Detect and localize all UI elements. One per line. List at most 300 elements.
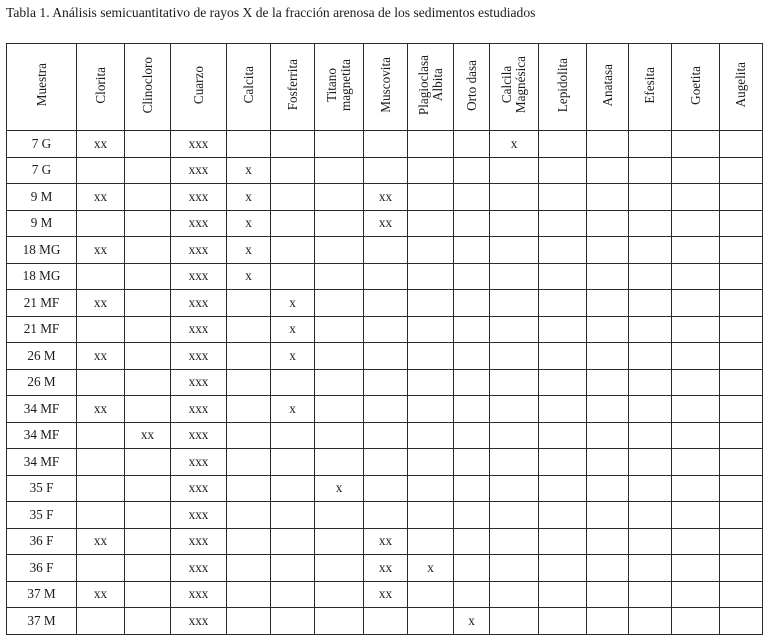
table-row bbox=[7, 581, 763, 608]
table-row bbox=[7, 422, 763, 449]
cell-augelita bbox=[720, 369, 763, 396]
cell-clinocloro bbox=[125, 608, 171, 635]
cell-augelita bbox=[720, 131, 763, 158]
sample-cell: 36 F bbox=[7, 555, 77, 582]
cell-efesita bbox=[629, 210, 672, 237]
cell-muscovita bbox=[364, 422, 408, 449]
cell-ortodasa bbox=[454, 263, 490, 290]
sample-cell: 37 M bbox=[7, 581, 77, 608]
cell-goetita bbox=[672, 316, 720, 343]
sample-cell: 7 G bbox=[7, 131, 77, 158]
column-header-muestra bbox=[7, 44, 77, 131]
cell-titanomagnetita bbox=[315, 290, 364, 317]
cell-cuarzo: xxx bbox=[171, 157, 227, 184]
cell-efesita bbox=[629, 131, 672, 158]
cell-muscovita bbox=[364, 502, 408, 529]
cell-augelita bbox=[720, 528, 763, 555]
cell-clinocloro bbox=[125, 343, 171, 370]
cell-efesita bbox=[629, 502, 672, 529]
cell-fosferrita bbox=[271, 263, 315, 290]
cell-calcita_magnesica bbox=[490, 422, 539, 449]
cell-calcita bbox=[227, 369, 271, 396]
cell-clinocloro bbox=[125, 184, 171, 211]
cell-ortodasa bbox=[454, 369, 490, 396]
cell-plagioclasa_albita bbox=[408, 316, 454, 343]
cell-anatasa bbox=[587, 237, 629, 264]
cell-clinocloro bbox=[125, 237, 171, 264]
sample-cell: 37 M bbox=[7, 608, 77, 635]
cell-goetita bbox=[672, 290, 720, 317]
cell-calcita bbox=[227, 502, 271, 529]
table-row bbox=[7, 608, 763, 635]
table-row bbox=[7, 290, 763, 317]
cell-calcita_magnesica bbox=[490, 369, 539, 396]
table-body bbox=[7, 131, 763, 635]
cell-plagioclasa_albita bbox=[408, 502, 454, 529]
column-header-lepidolita bbox=[539, 44, 587, 131]
cell-calcita bbox=[227, 555, 271, 582]
cell-lepidolita bbox=[539, 263, 587, 290]
header-row bbox=[7, 44, 763, 131]
cell-titanomagnetita bbox=[315, 316, 364, 343]
cell-muscovita bbox=[364, 157, 408, 184]
cell-goetita bbox=[672, 555, 720, 582]
sample-cell: 18 MG bbox=[7, 237, 77, 264]
cell-clorita bbox=[77, 422, 125, 449]
cell-goetita bbox=[672, 369, 720, 396]
cell-clorita: xx bbox=[77, 396, 125, 423]
cell-muscovita bbox=[364, 396, 408, 423]
cell-plagioclasa_albita bbox=[408, 131, 454, 158]
cell-lepidolita bbox=[539, 422, 587, 449]
cell-anatasa bbox=[587, 608, 629, 635]
cell-augelita bbox=[720, 581, 763, 608]
sample-cell: 18 MG bbox=[7, 263, 77, 290]
cell-fosferrita: x bbox=[271, 343, 315, 370]
column-header-fosferrita bbox=[271, 44, 315, 131]
cell-augelita bbox=[720, 449, 763, 476]
cell-cuarzo: xxx bbox=[171, 316, 227, 343]
cell-muscovita: xx bbox=[364, 184, 408, 211]
cell-goetita bbox=[672, 157, 720, 184]
cell-ortodasa bbox=[454, 316, 490, 343]
table-row bbox=[7, 343, 763, 370]
cell-anatasa bbox=[587, 396, 629, 423]
table-row bbox=[7, 502, 763, 529]
cell-fosferrita bbox=[271, 210, 315, 237]
cell-anatasa bbox=[587, 502, 629, 529]
cell-clorita bbox=[77, 210, 125, 237]
cell-efesita bbox=[629, 581, 672, 608]
cell-efesita bbox=[629, 184, 672, 211]
cell-cuarzo: xxx bbox=[171, 528, 227, 555]
column-header-titanomagnetita bbox=[315, 44, 364, 131]
cell-calcita bbox=[227, 422, 271, 449]
table-row bbox=[7, 449, 763, 476]
cell-clinocloro bbox=[125, 502, 171, 529]
cell-efesita bbox=[629, 475, 672, 502]
cell-ortodasa bbox=[454, 528, 490, 555]
cell-titanomagnetita bbox=[315, 131, 364, 158]
column-header-label: Calcila Magnésica bbox=[499, 56, 528, 114]
cell-augelita bbox=[720, 555, 763, 582]
cell-titanomagnetita bbox=[315, 369, 364, 396]
cell-clinocloro bbox=[125, 475, 171, 502]
cell-clinocloro bbox=[125, 449, 171, 476]
cell-goetita bbox=[672, 608, 720, 635]
cell-ortodasa bbox=[454, 449, 490, 476]
cell-titanomagnetita bbox=[315, 422, 364, 449]
cell-anatasa bbox=[587, 422, 629, 449]
cell-goetita bbox=[672, 210, 720, 237]
column-header-label: Efesita bbox=[642, 66, 657, 104]
cell-calcita_magnesica bbox=[490, 316, 539, 343]
cell-calcita: x bbox=[227, 237, 271, 264]
table-row bbox=[7, 369, 763, 396]
cell-efesita bbox=[629, 449, 672, 476]
cell-muscovita: xx bbox=[364, 210, 408, 237]
cell-muscovita bbox=[364, 369, 408, 396]
cell-anatasa bbox=[587, 555, 629, 582]
column-header-label: Plagioclasa Albita bbox=[415, 54, 445, 116]
cell-titanomagnetita bbox=[315, 528, 364, 555]
cell-lepidolita bbox=[539, 157, 587, 184]
cell-calcita_magnesica bbox=[490, 290, 539, 317]
cell-titanomagnetita bbox=[315, 263, 364, 290]
column-header-label: Muscovita bbox=[377, 57, 393, 113]
cell-lepidolita bbox=[539, 608, 587, 635]
cell-ortodasa bbox=[454, 237, 490, 264]
cell-calcita bbox=[227, 316, 271, 343]
cell-efesita bbox=[629, 369, 672, 396]
cell-titanomagnetita bbox=[315, 449, 364, 476]
cell-ortodasa bbox=[454, 502, 490, 529]
cell-anatasa bbox=[587, 316, 629, 343]
cell-plagioclasa_albita bbox=[408, 263, 454, 290]
cell-titanomagnetita bbox=[315, 184, 364, 211]
column-header-calcita_magnesica bbox=[490, 44, 539, 131]
cell-calcita_magnesica bbox=[490, 528, 539, 555]
cell-clorita: xx bbox=[77, 290, 125, 317]
cell-lepidolita bbox=[539, 581, 587, 608]
column-header-label: Muestra bbox=[33, 63, 49, 107]
sample-cell: 21 MF bbox=[7, 316, 77, 343]
cell-lepidolita bbox=[539, 555, 587, 582]
cell-muscovita bbox=[364, 475, 408, 502]
cell-ortodasa bbox=[454, 555, 490, 582]
cell-muscovita bbox=[364, 608, 408, 635]
column-header-label: Clorita bbox=[92, 66, 108, 104]
cell-calcita bbox=[227, 475, 271, 502]
cell-muscovita bbox=[364, 263, 408, 290]
cell-augelita bbox=[720, 422, 763, 449]
table-row bbox=[7, 396, 763, 423]
table-row bbox=[7, 528, 763, 555]
cell-clinocloro bbox=[125, 581, 171, 608]
cell-efesita bbox=[629, 608, 672, 635]
cell-augelita bbox=[720, 237, 763, 264]
cell-clorita: xx bbox=[77, 581, 125, 608]
column-header-augelita bbox=[720, 44, 763, 131]
cell-calcita_magnesica bbox=[490, 210, 539, 237]
table-row bbox=[7, 237, 763, 264]
cell-plagioclasa_albita bbox=[408, 422, 454, 449]
cell-fosferrita bbox=[271, 369, 315, 396]
cell-calcita_magnesica bbox=[490, 184, 539, 211]
cell-plagioclasa_albita bbox=[408, 157, 454, 184]
cell-ortodasa bbox=[454, 581, 490, 608]
cell-cuarzo: xxx bbox=[171, 396, 227, 423]
column-header-anatasa bbox=[587, 44, 629, 131]
cell-muscovita bbox=[364, 237, 408, 264]
cell-clorita bbox=[77, 475, 125, 502]
sample-cell: 26 M bbox=[7, 369, 77, 396]
cell-ortodasa: x bbox=[454, 608, 490, 635]
table-row bbox=[7, 555, 763, 582]
cell-augelita bbox=[720, 475, 763, 502]
cell-anatasa bbox=[587, 343, 629, 370]
cell-fosferrita: x bbox=[271, 290, 315, 317]
cell-plagioclasa_albita bbox=[408, 396, 454, 423]
column-header-label: Lepidolita bbox=[554, 57, 570, 113]
cell-calcita bbox=[227, 343, 271, 370]
cell-clinocloro bbox=[125, 369, 171, 396]
sample-cell: 7 G bbox=[7, 157, 77, 184]
cell-efesita bbox=[629, 237, 672, 264]
cell-muscovita bbox=[364, 290, 408, 317]
cell-titanomagnetita bbox=[315, 210, 364, 237]
cell-lepidolita bbox=[539, 237, 587, 264]
cell-fosferrita bbox=[271, 237, 315, 264]
cell-calcita bbox=[227, 131, 271, 158]
cell-cuarzo: xxx bbox=[171, 502, 227, 529]
sample-cell: 9 M bbox=[7, 184, 77, 211]
cell-plagioclasa_albita bbox=[408, 184, 454, 211]
column-header-clorita bbox=[77, 44, 125, 131]
cell-clorita bbox=[77, 555, 125, 582]
cell-clinocloro bbox=[125, 210, 171, 237]
cell-cuarzo: xxx bbox=[171, 555, 227, 582]
cell-lepidolita bbox=[539, 316, 587, 343]
column-header-label: Orto dasa bbox=[463, 59, 479, 111]
cell-calcita_magnesica bbox=[490, 263, 539, 290]
cell-titanomagnetita bbox=[315, 343, 364, 370]
cell-calcita_magnesica bbox=[490, 581, 539, 608]
cell-lepidolita bbox=[539, 502, 587, 529]
sample-cell: 36 F bbox=[7, 528, 77, 555]
cell-calcita: x bbox=[227, 157, 271, 184]
cell-anatasa bbox=[587, 263, 629, 290]
cell-titanomagnetita bbox=[315, 237, 364, 264]
cell-goetita bbox=[672, 422, 720, 449]
cell-augelita bbox=[720, 316, 763, 343]
sample-cell: 9 M bbox=[7, 210, 77, 237]
cell-efesita bbox=[629, 343, 672, 370]
cell-plagioclasa_albita bbox=[408, 290, 454, 317]
cell-clorita: xx bbox=[77, 131, 125, 158]
column-header-label: Augelita bbox=[733, 62, 748, 108]
cell-titanomagnetita bbox=[315, 157, 364, 184]
cell-muscovita bbox=[364, 343, 408, 370]
cell-clorita: xx bbox=[77, 237, 125, 264]
cell-efesita bbox=[629, 263, 672, 290]
cell-fosferrita bbox=[271, 608, 315, 635]
cell-clinocloro bbox=[125, 131, 171, 158]
cell-calcita_magnesica bbox=[490, 502, 539, 529]
cell-ortodasa bbox=[454, 475, 490, 502]
cell-plagioclasa_albita: x bbox=[408, 555, 454, 582]
cell-anatasa bbox=[587, 449, 629, 476]
cell-augelita bbox=[720, 608, 763, 635]
cell-plagioclasa_albita bbox=[408, 608, 454, 635]
cell-fosferrita bbox=[271, 184, 315, 211]
table-row bbox=[7, 475, 763, 502]
cell-muscovita: xx bbox=[364, 528, 408, 555]
column-header-ortodasa bbox=[454, 44, 490, 131]
cell-clorita: xx bbox=[77, 184, 125, 211]
cell-calcita_magnesica: x bbox=[490, 131, 539, 158]
cell-lepidolita bbox=[539, 369, 587, 396]
cell-titanomagnetita bbox=[315, 396, 364, 423]
cell-muscovita: xx bbox=[364, 555, 408, 582]
cell-calcita: x bbox=[227, 184, 271, 211]
cell-titanomagnetita bbox=[315, 502, 364, 529]
cell-calcita_magnesica bbox=[490, 449, 539, 476]
cell-augelita bbox=[720, 184, 763, 211]
cell-clinocloro bbox=[125, 263, 171, 290]
cell-plagioclasa_albita bbox=[408, 369, 454, 396]
cell-clorita bbox=[77, 316, 125, 343]
cell-anatasa bbox=[587, 157, 629, 184]
cell-goetita bbox=[672, 581, 720, 608]
cell-clinocloro bbox=[125, 316, 171, 343]
cell-efesita bbox=[629, 290, 672, 317]
cell-goetita bbox=[672, 449, 720, 476]
column-header-label: Anatasa bbox=[599, 63, 615, 107]
cell-calcita_magnesica bbox=[490, 396, 539, 423]
cell-augelita bbox=[720, 343, 763, 370]
cell-titanomagnetita bbox=[315, 555, 364, 582]
cell-augelita bbox=[720, 290, 763, 317]
cell-titanomagnetita bbox=[315, 608, 364, 635]
column-header-efesita bbox=[629, 44, 672, 131]
cell-goetita bbox=[672, 475, 720, 502]
cell-calcita bbox=[227, 528, 271, 555]
cell-cuarzo: xxx bbox=[171, 184, 227, 211]
cell-titanomagnetita: x bbox=[315, 475, 364, 502]
cell-plagioclasa_albita bbox=[408, 449, 454, 476]
cell-goetita bbox=[672, 263, 720, 290]
cell-clorita bbox=[77, 608, 125, 635]
cell-anatasa bbox=[587, 475, 629, 502]
cell-efesita bbox=[629, 555, 672, 582]
cell-augelita bbox=[720, 263, 763, 290]
cell-anatasa bbox=[587, 210, 629, 237]
cell-clinocloro: xx bbox=[125, 422, 171, 449]
cell-anatasa bbox=[587, 369, 629, 396]
cell-lepidolita bbox=[539, 210, 587, 237]
cell-lepidolita bbox=[539, 528, 587, 555]
cell-efesita bbox=[629, 316, 672, 343]
cell-lepidolita bbox=[539, 184, 587, 211]
cell-clinocloro bbox=[125, 290, 171, 317]
table-row bbox=[7, 263, 763, 290]
cell-fosferrita bbox=[271, 449, 315, 476]
cell-clinocloro bbox=[125, 157, 171, 184]
cell-goetita bbox=[672, 528, 720, 555]
cell-fosferrita bbox=[271, 131, 315, 158]
cell-clorita bbox=[77, 157, 125, 184]
column-header-muscovita bbox=[364, 44, 408, 131]
cell-lepidolita bbox=[539, 396, 587, 423]
sample-cell: 35 F bbox=[7, 475, 77, 502]
sample-cell: 21 MF bbox=[7, 290, 77, 317]
cell-muscovita bbox=[364, 131, 408, 158]
cell-fosferrita bbox=[271, 528, 315, 555]
cell-efesita bbox=[629, 422, 672, 449]
sample-cell: 34 MF bbox=[7, 396, 77, 423]
cell-cuarzo: xxx bbox=[171, 290, 227, 317]
cell-cuarzo: xxx bbox=[171, 131, 227, 158]
cell-clorita bbox=[77, 369, 125, 396]
sample-cell: 35 F bbox=[7, 502, 77, 529]
cell-plagioclasa_albita bbox=[408, 237, 454, 264]
column-header-plagioclasa_albita bbox=[408, 44, 454, 131]
cell-fosferrita bbox=[271, 157, 315, 184]
cell-efesita bbox=[629, 157, 672, 184]
sample-cell: 34 MF bbox=[7, 422, 77, 449]
cell-plagioclasa_albita bbox=[408, 581, 454, 608]
cell-ortodasa bbox=[454, 396, 490, 423]
cell-cuarzo: xxx bbox=[171, 369, 227, 396]
cell-plagioclasa_albita bbox=[408, 343, 454, 370]
cell-fosferrita bbox=[271, 555, 315, 582]
cell-ortodasa bbox=[454, 343, 490, 370]
cell-fosferrita: x bbox=[271, 316, 315, 343]
column-header-label: Cuarzo bbox=[190, 65, 206, 105]
cell-ortodasa bbox=[454, 210, 490, 237]
cell-ortodasa bbox=[454, 290, 490, 317]
cell-cuarzo: xxx bbox=[171, 422, 227, 449]
cell-calcita: x bbox=[227, 210, 271, 237]
cell-calcita_magnesica bbox=[490, 237, 539, 264]
cell-calcita_magnesica bbox=[490, 475, 539, 502]
column-header-goetita bbox=[672, 44, 720, 131]
sample-cell: 26 M bbox=[7, 343, 77, 370]
cell-clorita: xx bbox=[77, 528, 125, 555]
cell-plagioclasa_albita bbox=[408, 528, 454, 555]
cell-calcita bbox=[227, 608, 271, 635]
cell-goetita bbox=[672, 237, 720, 264]
cell-fosferrita bbox=[271, 581, 315, 608]
cell-augelita bbox=[720, 396, 763, 423]
cell-anatasa bbox=[587, 290, 629, 317]
table-row bbox=[7, 184, 763, 211]
cell-augelita bbox=[720, 502, 763, 529]
cell-muscovita bbox=[364, 316, 408, 343]
table-row bbox=[7, 210, 763, 237]
cell-fosferrita bbox=[271, 502, 315, 529]
column-header-label: Clinocloro bbox=[139, 56, 155, 114]
cell-lepidolita bbox=[539, 131, 587, 158]
cell-ortodasa bbox=[454, 131, 490, 158]
cell-calcita bbox=[227, 290, 271, 317]
cell-anatasa bbox=[587, 131, 629, 158]
column-header-label: Calcita bbox=[240, 66, 256, 104]
cell-efesita bbox=[629, 528, 672, 555]
cell-muscovita bbox=[364, 449, 408, 476]
cell-titanomagnetita bbox=[315, 581, 364, 608]
